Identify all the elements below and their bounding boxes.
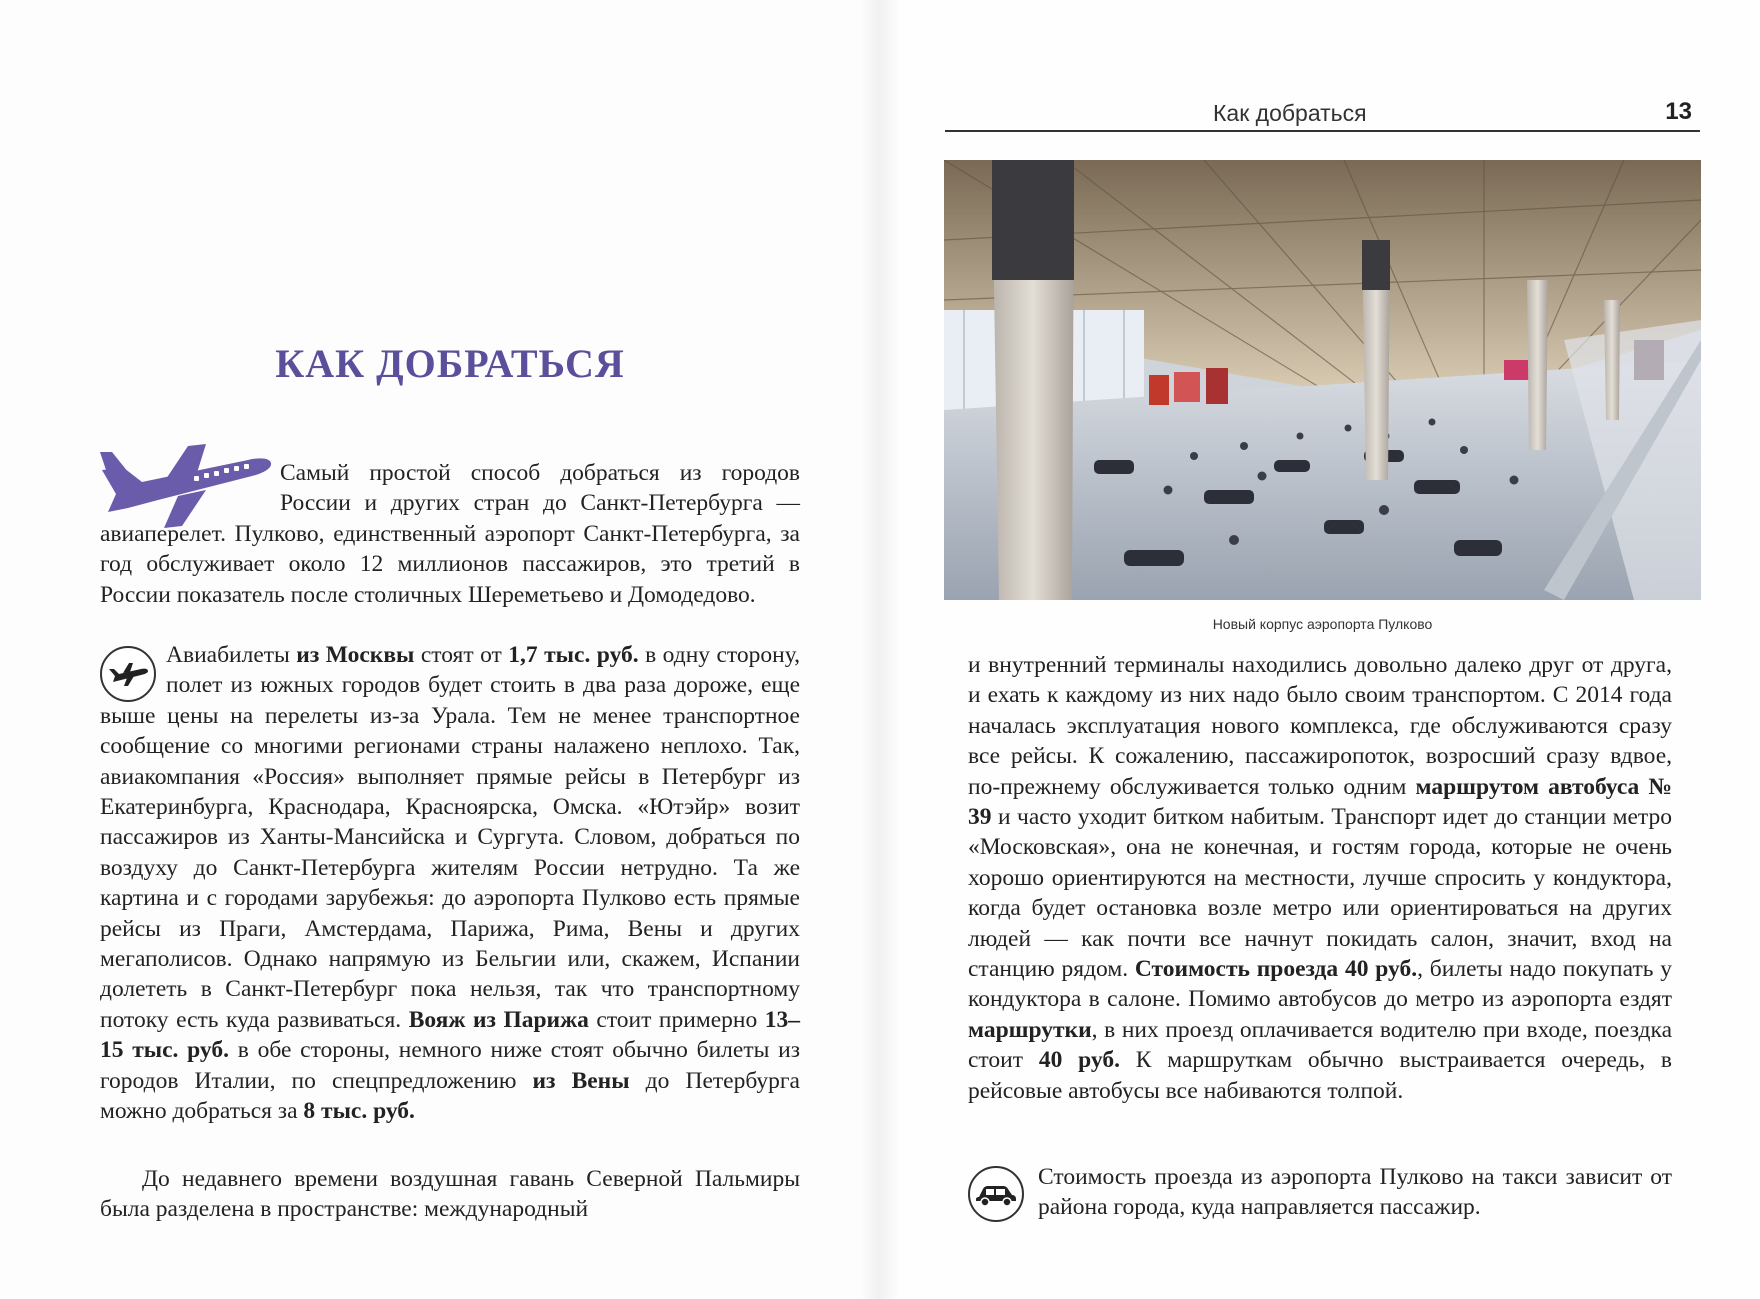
running-header bbox=[945, 96, 1700, 132]
chapter-title: КАК ДОБРАТЬСЯ bbox=[275, 341, 625, 386]
intro-paragraph: Самый простой способ добраться из городов России и других стран до Санкт-Петербурга — авиаперелет. Пулково, единственный аэропорт Санкт-Петербурга, за год обслуживает около 12 миллионов пассажиров, это третий в России показатель после столичных Шереметьево и Домодедово. bbox=[100, 460, 800, 608]
taxi-paragraph: Стоимость проезда из аэропорта Пулково на такси зависит от района города, куда направляется пассажир. bbox=[1038, 1164, 1672, 1221]
bus-transport-paragraph: и внутренний терминалы находились довольно далеко друг от друга, и ехать к каждому из них надо было своим транспортом. С 2014 года началась эксплуатация нового комплекса, где обслуживаются сразу все рейсы. К сожалению, пассажиропоток, возросший сразу вдвое, по-прежнему обслуживается только одним маршрутом автобуса № 39 и часто уходит битком набитым. Транспорт идет до станции метро «Московская», она не конечная, и гостям города, которые не очень хорошо ориентируются на местности, лучше спросить у кондуктора, когда будет остановка возле метро или ориентироваться на других людей — как почти все начнут покидать салон, значит, вход на станцию рядом. Стоимость проезда 40 руб., билеты надо покупать у кондуктора в салоне. Помимо автобусов до метро из аэропорта ездят маршрутки, в них проезд оплачивается водителю при входе, поездка стоит 40 руб. К маршруткам обычно выстраивается очередь, в рейсовые автобусы все набиваются толпой. bbox=[968, 652, 1672, 1104]
page-number: 13 bbox=[1665, 98, 1692, 125]
airport-history-paragraph: До недавнего времени воздушная гавань Северной Пальмиры была разделена в пространстве: международный bbox=[100, 1166, 800, 1223]
running-title: Как добраться bbox=[1213, 100, 1367, 126]
airfare-paragraph: Авиабилеты из Москвы стоят от 1,7 тыс. руб. в одну сторону, полет из южных городов будет стоить в два раза дороже, еще выше цены на перелеты из-за Урала. Тем не менее транспортное сообщение со многими регионами страны налажено неплохо. Так, авиакомпания «Россия» выполняет прямые рейсы в Петербург из Екатеринбурга, Краснодара, Красноярска, Омска. «Ютэйр» возит пассажиров из Ханты-Мансийска и Сургута. Словом, добраться по воздуху до Санкт-Петербурга жителям России нетрудно. Та же картина и с городами зарубежья: до аэропорта Пулково есть прямые рейсы из Праги, Амстердама, Парижа, Рима, Вены и других мегаполисов. Однако напрямую из Бельгии или, скажем, Испании долететь в Санкт-Петербург пока нельзя, так что транспортному потоку есть куда развиваться. Вояж из Парижа стоит примерно 13–15 тыс. руб. в обе стороны, немного ниже стоят обычно билеты из городов Италии, по спецпредложению из Вены до Петербурга можно добраться за 8 тыс. руб. bbox=[100, 642, 800, 1125]
book-gutter bbox=[860, 0, 900, 1299]
photo-caption: Новый корпус аэропорта Пулково bbox=[1212, 616, 1433, 632]
airport-terminal-photo bbox=[944, 160, 1701, 600]
